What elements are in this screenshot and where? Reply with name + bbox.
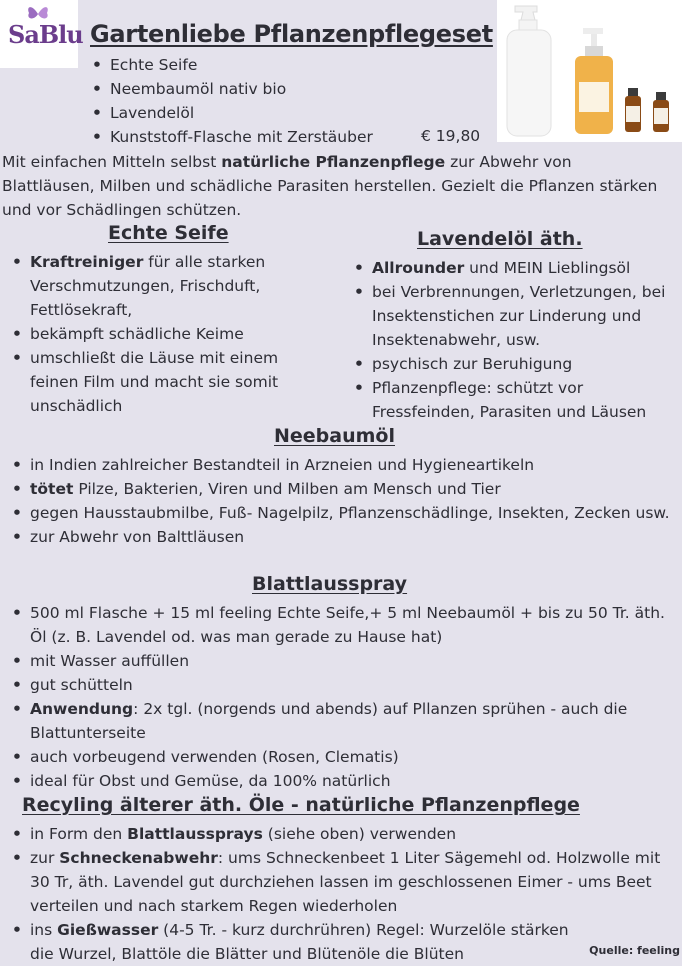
spray-list [10, 601, 682, 793]
bold-term: Anwendung [30, 700, 134, 718]
list-item: • gegen Hausstaubmilbe, Fuß- Nagelpilz, Pflanzenschädlinge, Insekten, Zecken usw. [10, 501, 670, 525]
logo [0, 0, 83, 68]
intro-text: zur Abwehr von Blattläusen, Milben und schädliche Parasiten herstellen. Gezielt die Pflanzen stärken und vor Schädlingen schützen. [2, 153, 658, 219]
list-item: • auch vorbeugend verwenden (Rosen, Clematis) [10, 745, 682, 769]
item-text: ins [30, 921, 58, 939]
item-text: in Form den [30, 825, 128, 843]
list-item: • bekämpft schädliche Keime [10, 322, 310, 346]
list-item: • psychisch zur Beruhigung [352, 352, 674, 376]
list-item: • Echte Seife [90, 53, 510, 77]
list-item [10, 918, 682, 966]
seife-list [10, 250, 310, 418]
bold-term: Kraftreiniger [30, 253, 144, 271]
item-text: Pilze, Bakterien, Viren und Milben am Mensch und Tier [73, 480, 501, 498]
item-text: zur [30, 849, 60, 867]
source-credit: Quelle: feeling [589, 944, 680, 957]
product-image [497, 0, 682, 142]
bold-term: Gießwasser [57, 921, 159, 939]
item-text: (siehe oben) verwenden [262, 825, 457, 843]
section-heading-neem: Neebaumöl [274, 425, 395, 447]
section-heading-spray: Blattlausspray [252, 573, 408, 595]
list-item: • zur Abwehr von Balttläusen [10, 525, 670, 549]
item-text: (4-5 Tr. - kurz durchrühren) Regel: Wurzelöle stärken die Wurzel, Blattöle die Blätter und Blütenöle die Blüten [30, 921, 569, 963]
bold-term: Schneckenabwehr [59, 849, 218, 867]
list-item: • Pflanzenpflege: schützt vor Fressfeinden, Parasiten und Läusen [352, 376, 674, 424]
lavendel-list [352, 256, 674, 424]
list-item [10, 822, 682, 846]
section-heading-lavendel: Lavendelöl äth. [417, 228, 583, 250]
product-bottles-image [497, 0, 682, 142]
list-item [10, 477, 670, 501]
list-item: • bei Verbrennungen, Verletzungen, bei Insektenstichen zur Linderung und Insektenabwehr, usw. [352, 280, 674, 352]
list-item [10, 250, 310, 322]
intro-paragraph [2, 150, 662, 222]
bold-term: Allrounder [372, 259, 465, 277]
price: € 19,80 [421, 127, 481, 145]
intro-text: Mit einfachen Mitteln selbst [2, 153, 222, 171]
item-text: : 2x tgl. (norgends und abends) auf Pllanzen sprühen - auch die Blattunterseite [30, 700, 628, 742]
section-heading-recycling: Recyling älterer äth. Öle - natürliche Pflanzenpflege [22, 794, 580, 816]
list-item: • ideal für Obst und Gemüse, da 100% natürlich [10, 769, 682, 793]
list-item: • mit Wasser auffüllen [10, 649, 682, 673]
section-heading-seife: Echte Seife [108, 222, 229, 244]
list-item [352, 256, 674, 280]
list-item [10, 697, 682, 745]
recycling-list [10, 822, 682, 966]
logo-text: SaBlu [8, 20, 83, 49]
bold-term: tötet [30, 480, 74, 498]
list-item: • Lavendelöl [90, 101, 510, 125]
item-text: für alle starken Verschmutzungen, Frischduft, Fettlösekraft, [30, 253, 266, 319]
list-item [10, 846, 682, 918]
list-item: • gut schütteln [10, 673, 682, 697]
list-item: • in Indien zahlreicher Bestandteil in Arzneien und Hygieneartikeln [10, 453, 670, 477]
intro-highlight: natürliche Pflanzenpflege [221, 153, 446, 171]
list-item: • Neembaumöl nativ bio [90, 77, 510, 101]
item-text: : ums Schneckenbeet 1 Liter Sägemehl od. Holzwolle mit 30 Tr, äth. Lavendel gut durchziehen lassen im geschlossenen Eimer - ums Beet verteilen und nach starkem Regen wiederholen [30, 849, 661, 915]
item-text: und MEIN Lieblingsöl [464, 259, 631, 277]
list-item: • umschließt die Läuse mit einem feinen Film und macht sie somit unschädlich [10, 346, 310, 418]
list-item: • 500 ml Flasche + 15 ml feeling Echte Seife,+ 5 ml Neebaumöl + bis zu 50 Tr. äth. Öl (z. B. Lavendel od. was man gerade zu Hause hat) [10, 601, 682, 649]
list-item: • Kunststoff-Flasche mit Zerstäuber [90, 125, 510, 149]
bold-term: Blattlaussprays [127, 825, 263, 843]
page-title: Gartenliebe Pflanzenpflegeset [90, 20, 493, 48]
neem-list [10, 453, 670, 549]
